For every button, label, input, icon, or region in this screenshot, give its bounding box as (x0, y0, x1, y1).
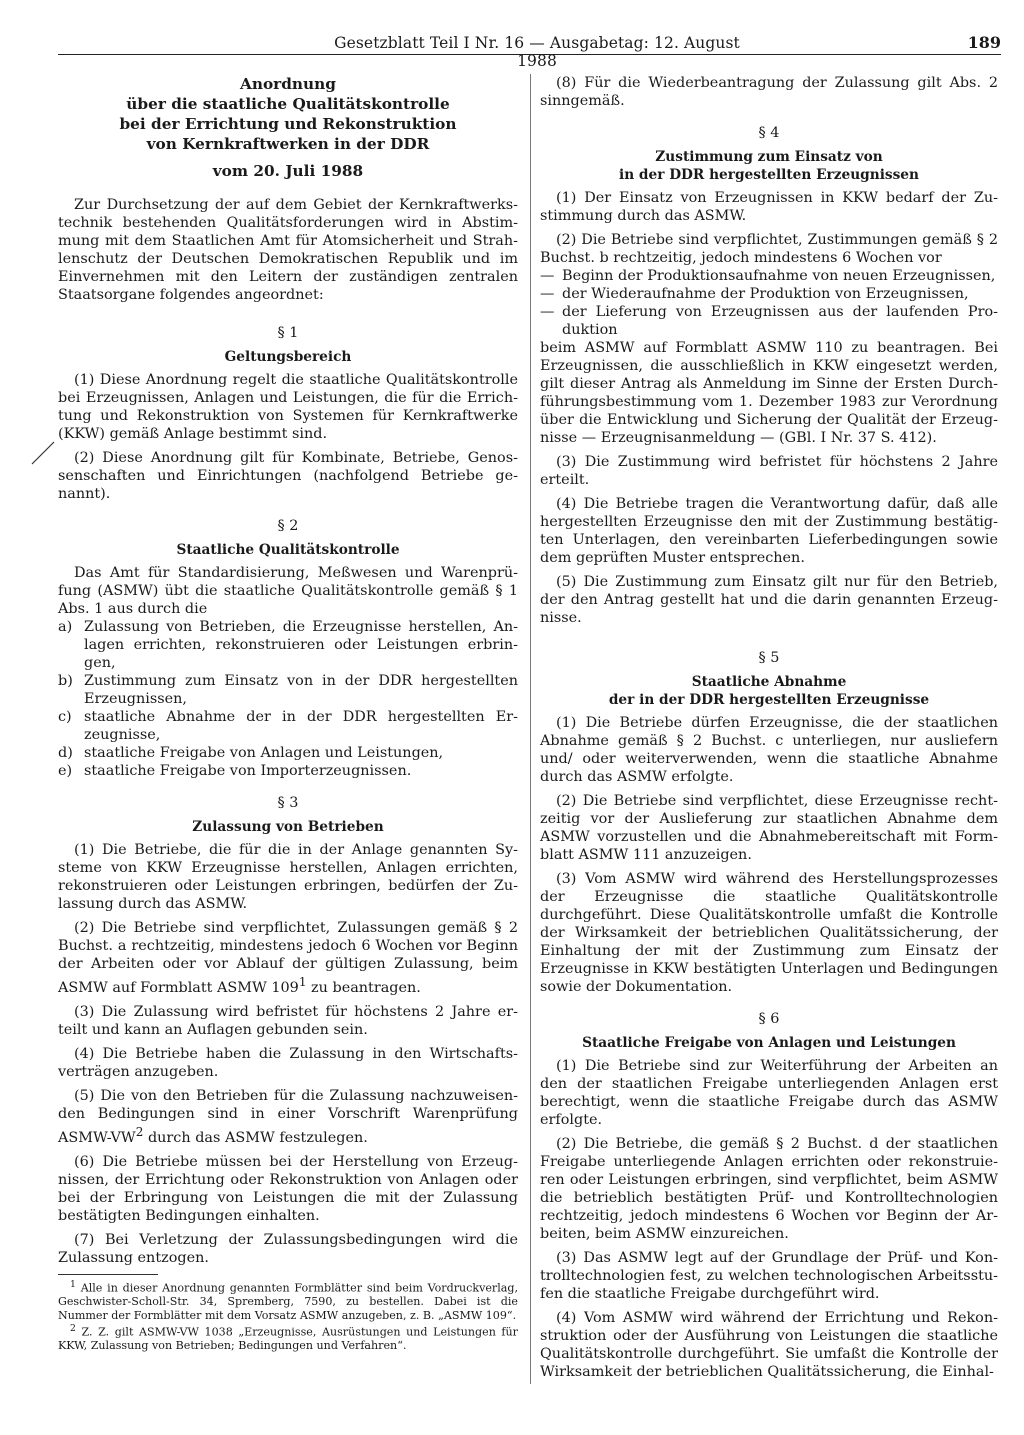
list-item: d) staatliche Freigabe von Anlagen und Leistungen, (58, 745, 444, 761)
list-item: — der Wiederaufnahme der Produktion von Erzeugnissen, (540, 286, 969, 302)
section-number: § 6 (758, 1011, 780, 1027)
paragraph: (4) Vom ASMW wird während der Errichtung und Rekonstruktion oder der Ausführung von Leistungen die staatliche Qualitätskontrolle durchgeführt. Sie umfaßt die Kontrolle der Wirksamkeit der betrieblichen Qualitätssicherung, die Einhal- (540, 1310, 998, 1380)
preamble: Zur Durchsetzung der auf dem Gebiet der Kernkraftwerkstechnik bestehenden Qualitätsforderungen wird in Abstimmung mit dem Staatlichen Amt für Atomsicherheit und Strahlenschutz der Deutschen Demokratischen Republik und im Einvernehmen mit den Leitern der zuständigen zentralen Staatsorgane folgendes angeordnet: (58, 197, 518, 303)
running-header (0, 33, 1024, 70)
title-line: bei der Errichtung und Rekonstruktion (119, 115, 457, 133)
header-rule (58, 54, 1001, 55)
paragraph: (1) Diese Anordnung regelt die staatliche Qualitätskontrolle bei Erzeugnissen, Anlagen und Leistungen, die für die Errichtung und Rekonstruktion von Systemen für Kernkraftwerke (KKW) gemäß Anlage bestimmt sind. (58, 372, 518, 442)
title-line: von Kernkraftwerken in der DDR (146, 135, 430, 153)
document-title (58, 74, 518, 154)
list-item: b) Zustimmung zum Einsatz von in der DDR hergestellten Erzeugnissen, (58, 673, 518, 707)
footnote: $^2$ Z. Z. gilt ASMW-VW 1038 „Erzeugnisse, Ausrüstungen und Leistungen für KKW, Zulassung von Betrieben; Bedingungen und Verfahren“. (58, 1323, 518, 1353)
paragraph: Das Amt für Standardisierung, Meßwesen und Warenprüfung (ASMW) übt die staatliche Qualitätskontrolle gemäß § 1 Abs. 1 aus durch die (58, 565, 518, 617)
list-item: a) Zulassung von Betrieben, die Erzeugnisse herstellen, Anlagen errichten, rekonstruieren oder Leistungen erbringen, (58, 619, 518, 671)
section-heading: Zulassung von Betrieben (192, 819, 384, 835)
paragraph: (4) Die Betriebe haben die Zulassung in den Wirtschaftsverträgen anzugeben. (58, 1045, 518, 1080)
list-item: c) staatliche Abnahme der in der DDR hergestellten Erzeugnisse, (58, 709, 518, 743)
paragraph: (2) Die Betriebe sind verpflichtet, Zulassungen gemäß § 2 Buchst. a rechtzeitig, mindestens jedoch 6 Wochen vor Beginn der Arbeiten oder vor Ablauf der gültigen Zulassung, beim ASMW auf Formblatt ASMW $109^1$ zu beantragen. (58, 920, 518, 996)
paragraph: (1) Der Einsatz von Erzeugnissen in KKW bedarf der Zustimmung durch das ASMW. (540, 190, 998, 224)
paragraph: (1) Die Betriebe dürfen Erzeugnisse, die der staatlichen Abnahme gemäß § 2 Buchst. c unterliegen, nur ausliefern und/ oder weiterverwenden, wenn die staatliche Abnahme durch das ASMW erfolgte. (540, 715, 998, 785)
section-heading: Staatliche Freigabe von Anlagen und Leistungen (582, 1035, 956, 1051)
paragraph: (6) Die Betriebe müssen bei der Herstellung von Erzeugnissen, der Errichtung oder Rekonstruktion von Anlagen oder bei der Erbringung von Leistungen die mit der Zulassung bestätigten Bedingungen einhalten. (58, 1153, 518, 1224)
paragraph: (3) Das ASMW legt auf der Grundlage der Prüf- und Kontrolltechnologien fest, zu welchen technologischen Arbeitsstufen die staatliche Freigabe durchgeführt wird. (540, 1250, 998, 1302)
section-heading: Staatliche Abnahme der in der DDR hergestellten Erzeugnisse (608, 674, 930, 708)
footnote-ref: 1 (298, 975, 307, 989)
footnote-ref: 2 (135, 1124, 144, 1139)
paragraph: (3) Vom ASMW wird während des Herstellungsprozesses der Erzeugnisse die staatliche Qualitätskontrolle durchgeführt. Diese Qualitätskontrolle umfaßt die Kontrolle der Wirksamkeit der betrieblichen Qualitätssicherung, der Einhaltung der mit der Zustimmung zum Einsatz der Erzeugnisse in KKW bestätigten Unterlagen und Bedingungen sowie der Dokumentation. (540, 871, 998, 995)
section-number: § 5 (758, 650, 780, 666)
paragraph: (3) Die Zulassung wird befristet für höchstens 2 Jahre erteilt und kann an Auflagen gebunden sein. (58, 1003, 518, 1038)
dash-list (540, 267, 998, 339)
section-number: § 2 (277, 518, 299, 534)
margin-pen-stroke (30, 440, 56, 466)
list-item: e) staatliche Freigabe von Importerzeugnissen. (58, 763, 412, 779)
page-number: 189 (967, 33, 1001, 52)
footnotes (58, 1274, 518, 1353)
paragraph: (8) Für die Wiederbeantragung der Zulassung gilt Abs. 2 sinngemäß. (540, 75, 998, 109)
paragraph: (1) Die Betriebe sind zur Weiterführung der Arbeiten an den der staatlichen Freigabe unterliegenden Anlagen erst berechtigt, wenn die staatliche Freigabe durch das ASMW erfolgte. (540, 1058, 998, 1128)
column-divider (530, 74, 531, 1384)
title-line: über die staatliche Qualitätskontrolle (126, 95, 450, 113)
section-number: § 4 (758, 125, 780, 141)
footnote-separator (58, 1274, 158, 1275)
document-date: vom 20. Juli 1988 (212, 162, 364, 180)
section-number: § 3 (277, 795, 299, 811)
paragraph: (1) Die Betriebe, die für die in der Anlage genannten Systeme von KKW Erzeugnisse herstellen, Anlagen errichten, rekonstruieren oder Leistungen erbringen, bedürfen der Zulassung durch das ASMW. (58, 842, 518, 912)
paragraph: beim ASMW auf Formblatt ASMW 110 zu beantragen. Bei Erzeugnissen, die ausschließlich in KKW eingesetzt werden, gilt dieser Antrag als Anmeldung im Sinne der Ersten Durchführungsbestimmung vom 1. Dezember 1983 zur Verordnung über die Entwicklung und Sicherung der Qualität der Erzeugnisse — Erzeugnisanmeldung — (GBl. I Nr. 37 S. 412). (540, 340, 998, 446)
list-item: — Beginn der Produktionsaufnahme von neuen Erzeugnissen, (540, 268, 996, 284)
paragraph: (2) Die Betriebe sind verpflichtet, diese Erzeugnisse rechtzeitig vor der Auslieferung zur staatlichen Abnahme dem ASMW vorzustellen und die Abnahmebereitschaft mit Formblatt ASMW 111 anzuzeigen. (540, 793, 998, 863)
enumeration-list (58, 618, 518, 780)
paragraph: (2) Die Betriebe, die gemäß § 2 Buchst. d der staatlichen Freigabe unterliegende Anlagen errichten oder rekonstruieren oder Leistungen erbringen, sind verpflichtet, beim ASMW die betrieblich bestätigten Prüf- und Kontrolltechnologien rechtzeitig, jedoch mindestens 6 Wochen vor Beginn der Arbeiten, beim ASMW einzureichen. (540, 1136, 998, 1242)
section-heading: Geltungsbereich (224, 349, 352, 365)
list-item: — der Lieferung von Erzeugnissen aus der laufenden Produktion (540, 304, 998, 338)
footnote: $^1$ Alle in dieser Anordnung genannten Formblätter sind beim Vordruckverlag, Geschwister-Scholl-Str. 34, Spremberg, 7590, zu bestellen. Dabei ist die Nummer der Formblätter mit dem Vorsatz ASMW anzugeben, z. B. „ASMW 109“. (58, 1279, 519, 1322)
section-heading: Staatliche Qualitätskontrolle (176, 542, 400, 558)
paragraph: (5) Die Zustimmung zum Einsatz gilt nur für den Betrieb, der den Antrag gestellt hat und die darin genannten Erzeugnisse. (540, 574, 998, 626)
paragraph: (2) Diese Anordnung gilt für Kombinate, Betriebe, Genossenschaften und Einrichtungen (nachfolgend Betriebe genannt). (58, 450, 518, 502)
paragraph: (4) Die Betriebe tragen die Verantwortung dafür, daß alle hergestellten Erzeugnisse den mit der Zustimmung bestätigten Unterlagen, den vereinbarten Lieferbedingungen sowie dem geprüften Muster entsprechen. (540, 496, 998, 566)
paragraph: (3) Die Zustimmung wird befristet für höchstens 2 Jahre erteilt. (540, 454, 998, 488)
title-line: Anordnung (239, 75, 336, 93)
paragraph: (7) Bei Verletzung der Zulassungsbedingungen wird die Zulassung entzogen. (58, 1231, 518, 1266)
section-number: § 1 (277, 325, 299, 341)
section-heading: Zustimmung zum Einsatz von in der DDR hergestellten Erzeugnissen (619, 149, 919, 183)
paragraph: (2) Die Betriebe sind verpflichtet, Zustimmungen gemäß § 2 Buchst. b rechtzeitig, jedoch mindestens 6 Wochen vor (540, 232, 998, 266)
paragraph: (5) Die von den Betrieben für die Zulassung nachzuweisenden Bedingungen sind in einer Vorschrift Warenprüfung ASMW-$VW^2$ durch das ASMW festzulegen. (58, 1087, 518, 1146)
right-column (540, 74, 998, 1381)
left-column (58, 74, 518, 1267)
running-title: Gesetzblatt Teil I Nr. 16 — Ausgabetag: 12. August 1988 (334, 34, 740, 70)
